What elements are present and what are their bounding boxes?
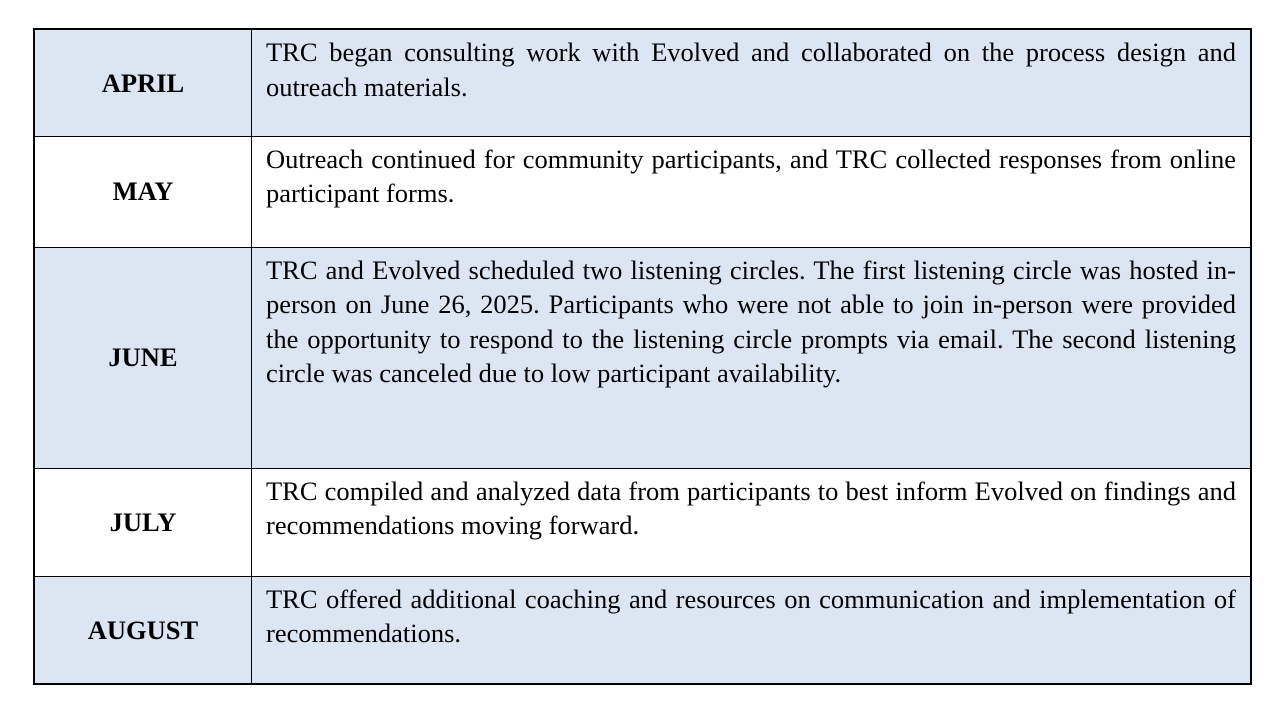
month-cell-june: JUNE: [34, 247, 252, 468]
month-cell-may: MAY: [34, 136, 252, 247]
month-cell-july: JULY: [34, 468, 252, 576]
table-row: [34, 29, 1251, 136]
table-row: [34, 136, 1251, 247]
description-cell-may: Outreach continued for community participants, and TRC collected responses from online participant forms.: [252, 136, 1252, 247]
description-cell-april: TRC began consulting work with Evolved and collaborated on the process design and outreach materials.: [252, 29, 1252, 136]
description-cell-august: TRC offered additional coaching and resources on communication and implementation of recommendations.: [252, 576, 1252, 684]
table-row: [34, 247, 1251, 468]
month-cell-april: APRIL: [34, 29, 252, 136]
table-row: [34, 468, 1251, 576]
description-cell-july: TRC compiled and analyzed data from participants to best inform Evolved on findings and recommendations moving forward.: [252, 468, 1252, 576]
month-cell-august: AUGUST: [34, 576, 252, 684]
table-row: [34, 576, 1251, 684]
description-cell-june: TRC and Evolved scheduled two listening circles. The first listening circle was hosted in-person on June 26, 2025. Participants who were not able to join in-person were provided the opportunity to respond to the listening circle prompts via email. The second listening circle was canceled due to low participant availability.: [252, 247, 1252, 468]
timeline-table: [33, 28, 1252, 685]
